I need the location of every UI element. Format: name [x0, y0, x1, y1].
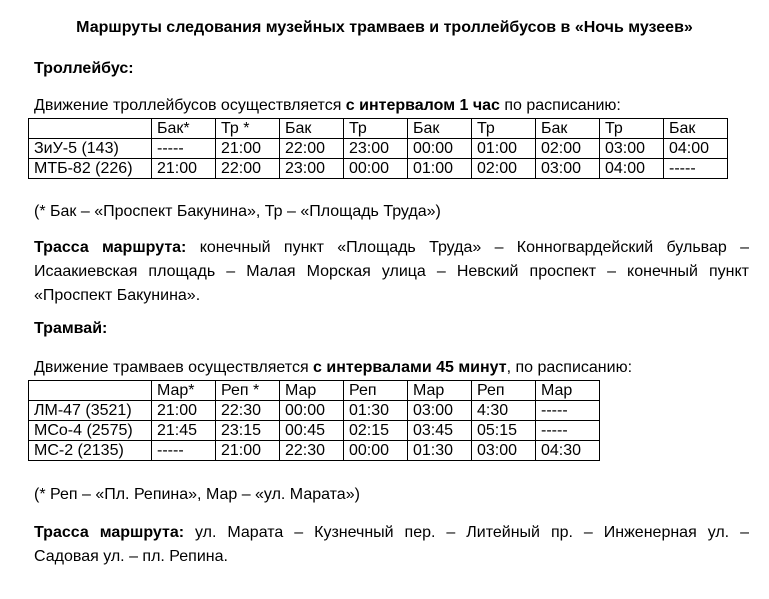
table-row — [29, 139, 728, 159]
trolley-route-text-1: конечный пункт «Площадь Труда» – Конногвардейский бульвар – — [186, 239, 749, 256]
schedule-cell: 21:45 — [152, 421, 216, 441]
schedule-cell: 02:00 — [536, 139, 600, 159]
schedule-cell: Реп * — [216, 381, 280, 401]
schedule-cell: 03:00 — [600, 139, 664, 159]
table-header-row — [29, 119, 728, 139]
page-title: Маршруты следования музейных трамваев и троллейбусов в «Ночь музеев» — [76, 19, 693, 36]
table-row — [29, 159, 728, 179]
schedule-cell: 00:00 — [280, 401, 344, 421]
vehicle-cell: МСо-4 (2575) — [29, 421, 152, 441]
trolley-schedule-table — [28, 118, 728, 179]
vehicle-cell: ЗиУ-5 (143) — [29, 139, 152, 159]
tram-schedule-table — [28, 380, 600, 461]
schedule-cell: Бак — [280, 119, 344, 139]
trolley-intro — [34, 97, 621, 115]
tram-intro-tail: , по расписанию: — [506, 359, 633, 376]
schedule-cell: 05:15 — [472, 421, 536, 441]
trolley-route-line-2: Исаакиевская площадь – Малая Морская улица – Невский проспект – конечный пункт — [34, 263, 749, 280]
table-header-row — [29, 381, 600, 401]
schedule-cell: 00:45 — [280, 421, 344, 441]
tram-route-line-1 — [34, 521, 749, 545]
schedule-cell: 23:00 — [344, 139, 408, 159]
schedule-cell: 02:00 — [472, 159, 536, 179]
vehicle-cell: ЛМ-47 (3521) — [29, 401, 152, 421]
schedule-cell: Бак — [408, 119, 472, 139]
schedule-cell: 00:00 — [344, 159, 408, 179]
schedule-cell: 22:00 — [280, 139, 344, 159]
trolley-interval: с интервалом 1 час — [345, 97, 500, 114]
schedule-cell: Бак — [664, 119, 728, 139]
trolley-route-line-1 — [34, 236, 749, 260]
schedule-cell: 03:45 — [408, 421, 472, 441]
schedule-cell: 00:00 — [344, 441, 408, 461]
schedule-cell: 4:30 — [472, 401, 536, 421]
trolley-route — [34, 236, 749, 308]
schedule-cell: 01:00 — [408, 159, 472, 179]
trolley-intro-tail: по расписанию: — [499, 97, 621, 114]
schedule-cell: Тр — [600, 119, 664, 139]
schedule-cell: 22:00 — [216, 159, 280, 179]
schedule-cell: 02:15 — [344, 421, 408, 441]
schedule-cell: ----- — [536, 401, 600, 421]
schedule-cell: 03:00 — [536, 159, 600, 179]
schedule-cell: Бак — [536, 119, 600, 139]
tram-route-line-2: Садовая ул. – пл. Репина. — [34, 548, 228, 565]
schedule-cell: 22:30 — [280, 441, 344, 461]
schedule-cell: 01:30 — [344, 401, 408, 421]
schedule-cell: ----- — [536, 421, 600, 441]
tram-footnote: (* Реп – «Пл. Репина», Мар – «ул. Марата») — [34, 486, 360, 503]
tram-intro-text: Движение трамваев осуществляется — [34, 359, 314, 376]
tram-route-text-1: ул. Марата – Кузнечный пер. – Литейный пр. – Инженерная ул. – — [184, 524, 749, 541]
trolley-route-label: Трасса маршрута: — [34, 239, 187, 256]
schedule-cell: Тр — [344, 119, 408, 139]
trolley-route-line-3: «Проспект Бакунина». — [34, 287, 201, 304]
table-row — [29, 441, 600, 461]
vehicle-cell: МТБ-82 (226) — [29, 159, 152, 179]
schedule-cell: 00:00 — [408, 139, 472, 159]
schedule-cell: 04:00 — [664, 139, 728, 159]
schedule-cell: ----- — [664, 159, 728, 179]
schedule-cell: 04:30 — [536, 441, 600, 461]
table-row — [29, 421, 600, 441]
schedule-cell: ----- — [152, 139, 216, 159]
schedule-cell: 21:00 — [152, 159, 216, 179]
tram-route-label: Трасса маршрута: — [34, 524, 185, 541]
vehicle-cell — [29, 381, 152, 401]
schedule-cell: 21:00 — [216, 139, 280, 159]
schedule-cell: 21:00 — [152, 401, 216, 421]
schedule-cell: Реп — [344, 381, 408, 401]
schedule-cell: 21:00 — [216, 441, 280, 461]
vehicle-cell: МС-2 (2135) — [29, 441, 152, 461]
schedule-cell: 01:00 — [472, 139, 536, 159]
tram-route — [34, 521, 749, 569]
trolley-footnote: (* Бак – «Проспект Бакунина», Тр – «Площадь Труда») — [34, 203, 441, 220]
schedule-cell: ----- — [152, 441, 216, 461]
trolley-intro-text: Движение троллейбусов осуществляется — [34, 97, 346, 114]
schedule-cell: Тр * — [216, 119, 280, 139]
tram-heading: Трамвай: — [34, 320, 108, 337]
schedule-cell: 04:00 — [600, 159, 664, 179]
schedule-cell: 03:00 — [408, 401, 472, 421]
schedule-cell: 22:30 — [216, 401, 280, 421]
tram-intro — [34, 359, 632, 377]
schedule-cell: Реп — [472, 381, 536, 401]
schedule-cell: Мар — [408, 381, 472, 401]
schedule-cell: Тр — [472, 119, 536, 139]
tram-interval: с интервалами 45 минут — [313, 359, 507, 376]
vehicle-cell — [29, 119, 152, 139]
table-row — [29, 401, 600, 421]
schedule-cell: Мар* — [152, 381, 216, 401]
schedule-cell: Мар — [280, 381, 344, 401]
schedule-cell: 01:30 — [408, 441, 472, 461]
trolley-heading: Троллейбус: — [34, 60, 134, 77]
schedule-cell: 23:15 — [216, 421, 280, 441]
schedule-cell: Мар — [536, 381, 600, 401]
schedule-cell: Бак* — [152, 119, 216, 139]
schedule-cell: 23:00 — [280, 159, 344, 179]
schedule-cell: 03:00 — [472, 441, 536, 461]
